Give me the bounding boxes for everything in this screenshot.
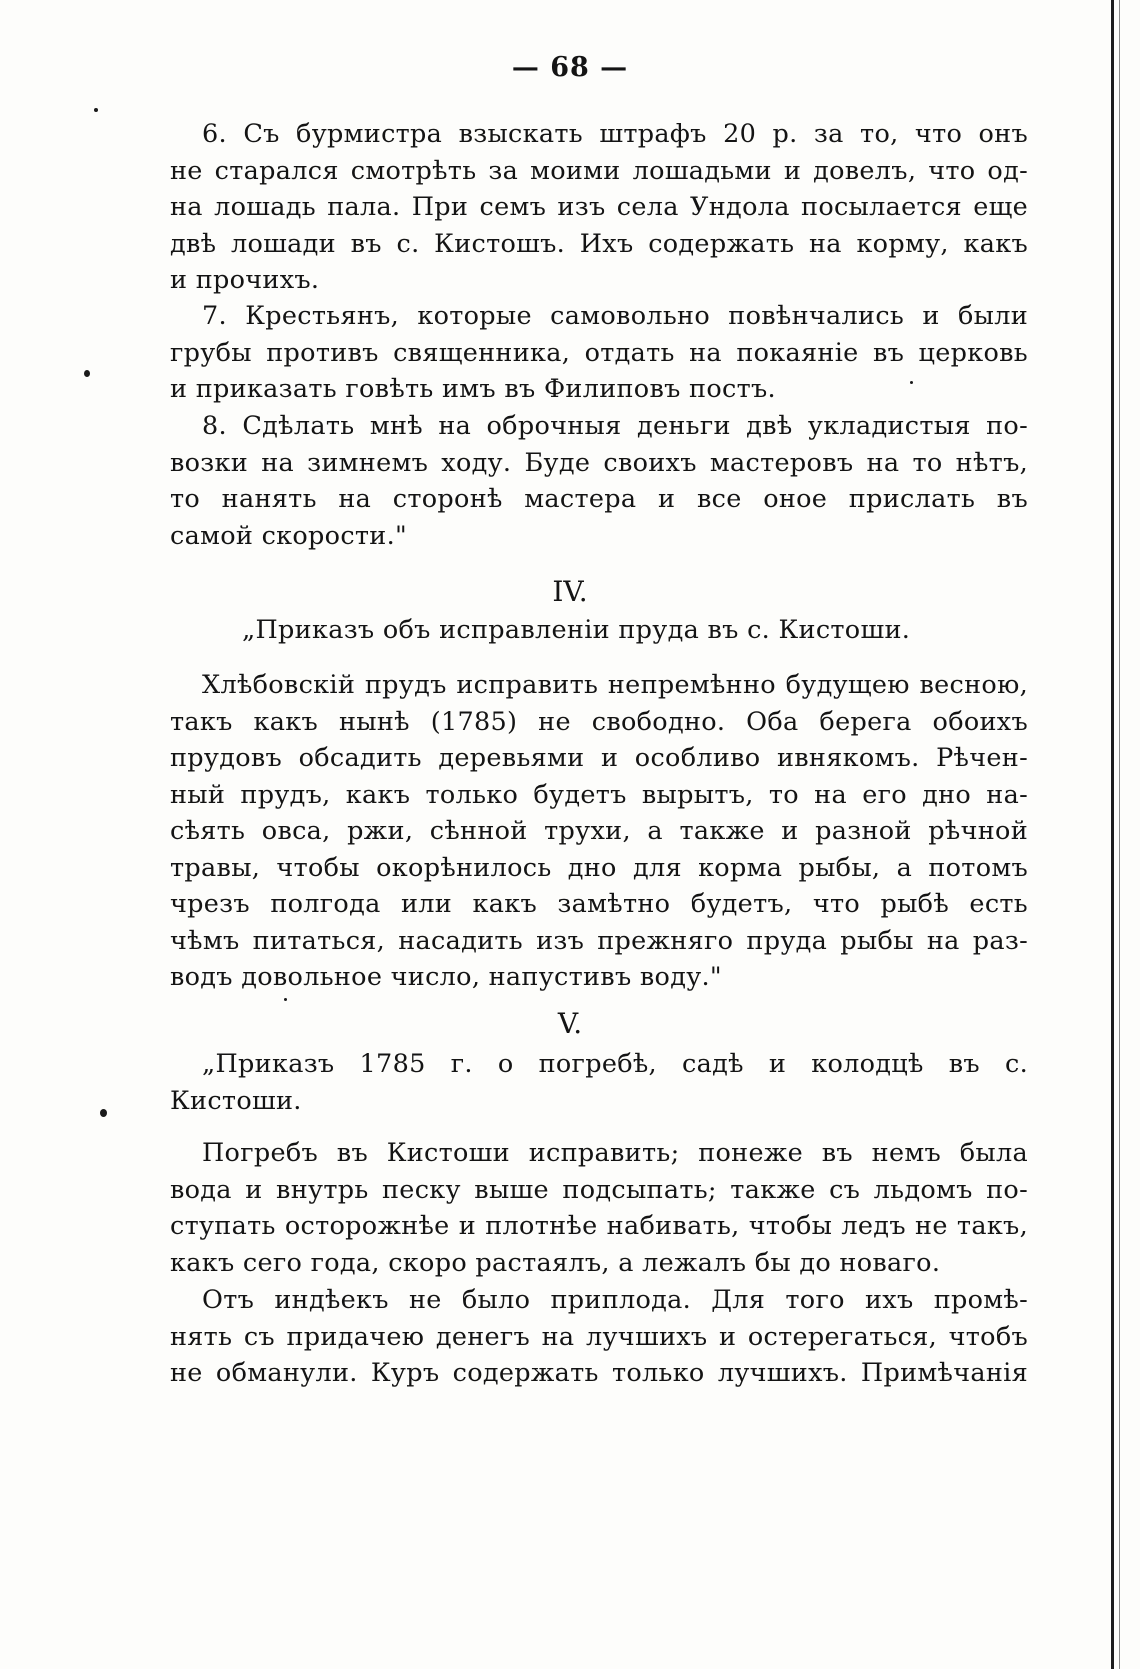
text-line: двѣ лошади въ с. Кистошъ. Ихъ содержать на корму, какъ [170, 228, 1028, 259]
text-line: и приказать говѣть имъ въ Филиповъ постъ. [170, 374, 776, 404]
print-speck [94, 108, 98, 112]
text-line: возки на зимнемъ ходу. Буде своихъ мастеровъ на то нѣтъ, [170, 447, 1028, 478]
text-line: травы, чтобы окорѣнилось дно для корма рыбы, а потомъ [170, 852, 1028, 883]
text-line: сѣять овса, ржи, сѣнной трухи, а также и разной рѣчной [170, 816, 1028, 846]
text-line: и прочихъ. [170, 265, 320, 295]
text-line: 8. Сдѣлать мнѣ на оброчныя деньги двѣ укладистыя по- [202, 411, 1028, 441]
text-line: то нанять на сторонѣ мастера и все оное прислать въ [170, 484, 1028, 514]
paragraph-8 [170, 408, 1028, 554]
section-heading: „Приказъ объ исправленіи пруда въ с. Кистоши. [242, 615, 911, 645]
text-line: чрезъ полгода или какъ замѣтно будетъ, что рыбѣ есть [170, 889, 1028, 919]
text-line: не старался смотрѣть за моими лошадьми и довелъ, что од- [170, 155, 1028, 186]
section-heading: Кистоши. [170, 1085, 302, 1116]
section-iv-heading [170, 612, 1028, 649]
text-line: ный прудъ, какъ только будетъ вырытъ, то на его дно на- [170, 779, 1028, 810]
section-v-paragraph-2 [170, 1282, 1028, 1392]
text-line: вода и внутрь песку выше подсыпать; также съ льдомъ по- [170, 1174, 1028, 1205]
text-line: прудовъ обсадить деревьями и особливо ивнякомъ. Рѣчен- [170, 743, 1028, 773]
section-heading: „Приказъ 1785 г. о погребѣ, садѣ и колодцѣ въ с. [202, 1049, 1028, 1079]
text-line: нять съ придачею денегъ на лучшихъ и остерегаться, чтобъ [170, 1321, 1028, 1352]
text-line: на лошадь пала. При семъ изъ села Ундола посылается еще [170, 192, 1028, 222]
text-line: 6. Съ бурмистра взыскать штрафъ 20 р. за то, что онъ [202, 119, 1028, 149]
text-line: Хлѣбовскій прудъ исправить непремѣнно будущею весною, [202, 670, 1028, 700]
print-speck [284, 998, 287, 1001]
text-line: 7. Крестьянъ, которые самовольно повѣнчались и были [202, 301, 1028, 331]
page-binding-edge [1111, 0, 1114, 1669]
text-line: такъ какъ нынѣ (1785) не свободно. Оба берега обоихъ [170, 706, 1028, 737]
print-speck [84, 370, 90, 377]
section-iv-body [170, 667, 1028, 996]
paragraph-7 [170, 298, 1028, 408]
text-line: грубы противъ священника, отдать на покаяніе въ церковь [170, 337, 1028, 368]
section-v-paragraph-1 [170, 1135, 1028, 1281]
paragraph-6 [170, 116, 1028, 299]
section-v-heading [170, 1046, 1028, 1119]
text-line: Погребъ въ Кистоши исправить; понеже въ немъ была [202, 1138, 1028, 1168]
text-line: Отъ индѣекъ не было приплода. Для того ихъ промѣ- [202, 1285, 1028, 1315]
text-line: не обманули. Куръ содержать только лучшихъ. Примѣчанія [170, 1358, 1028, 1388]
page-binding-edge-shadow [1119, 0, 1120, 1669]
print-speck [100, 1109, 107, 1117]
section-numeral-v: V. [557, 1007, 583, 1040]
text-line: чѣмъ питаться, насадить изъ прежняго пруда рыбы на раз- [170, 925, 1028, 956]
text-line: водъ довольное число, напустивъ воду." [170, 962, 722, 992]
text-line: какъ сего года, скоро растаялъ, а лежалъ бы до новаго. [170, 1247, 941, 1278]
text-line: самой скорости." [170, 520, 408, 551]
section-numeral-iv: IV. [552, 575, 588, 608]
text-line: ступать осторожнѣе и плотнѣе набивать, чтобы ледъ не такъ, [170, 1211, 1028, 1241]
page-number: — 68 — [511, 52, 629, 83]
